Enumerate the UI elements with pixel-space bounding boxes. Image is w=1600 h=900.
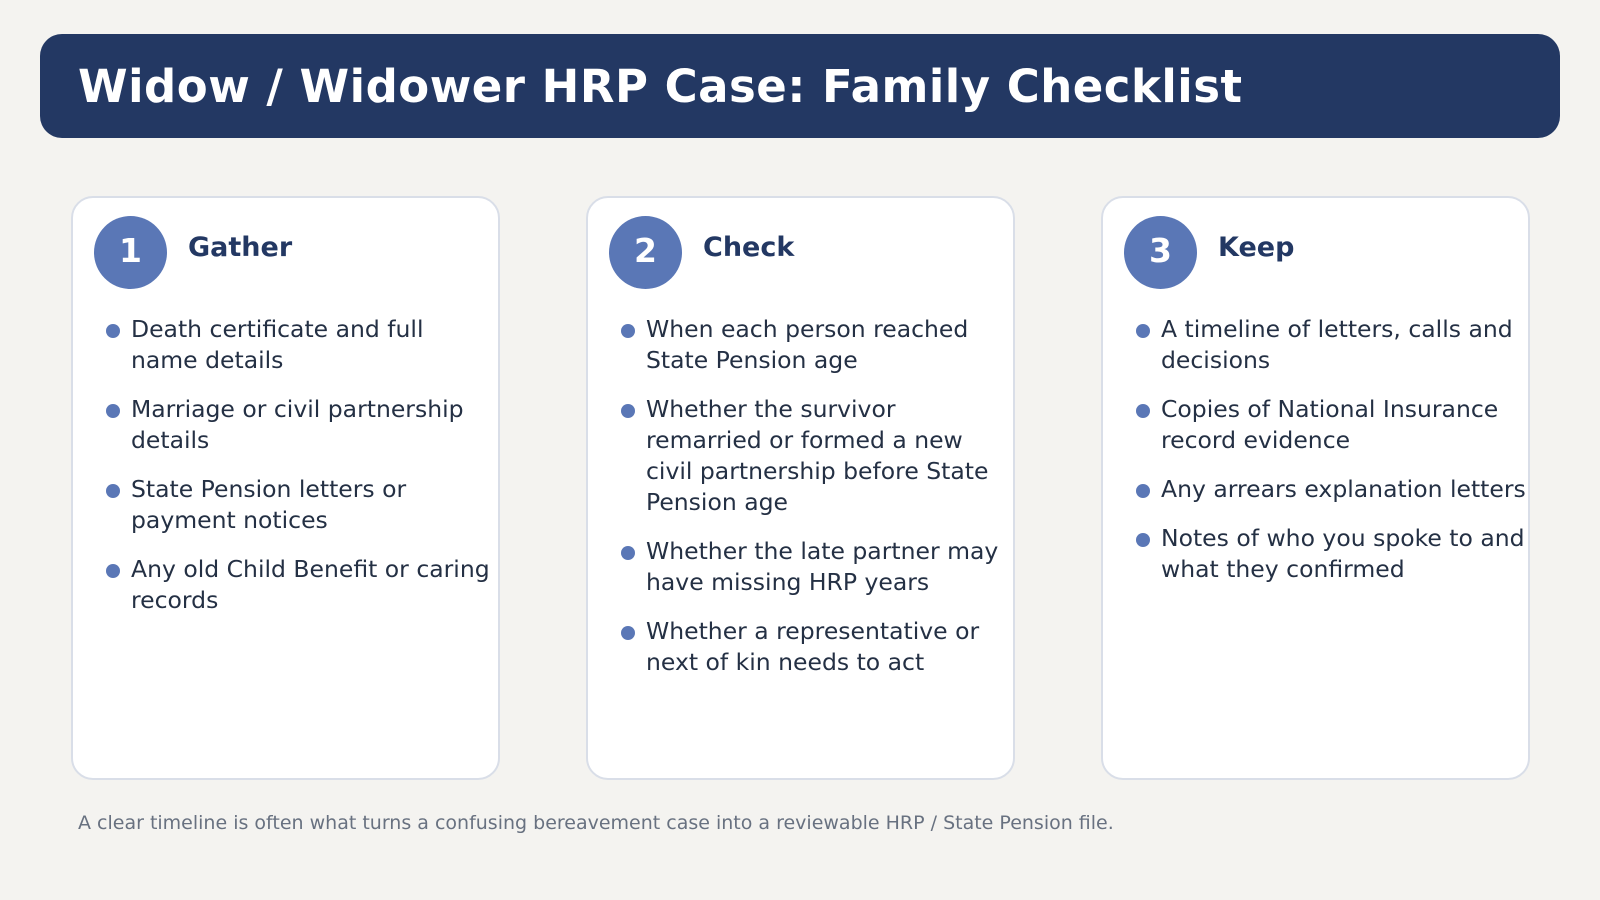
checklist-item-text: Marriage or civil partnership details — [131, 395, 464, 454]
checklist-item — [1136, 523, 1526, 585]
checklist-item-text: State Pension letters or payment notices — [131, 475, 407, 534]
checklist — [1136, 314, 1526, 603]
checklist-item — [106, 474, 496, 536]
checklist-item-text: Whether the late partner may have missing HRP years — [646, 537, 999, 596]
bullet-icon — [106, 404, 120, 418]
checklist — [106, 314, 496, 634]
bullet-icon — [621, 404, 635, 418]
bullet-icon — [106, 564, 120, 578]
footer-note: A clear timeline is often what turns a confusing bereavement case into a reviewable HRP / State Pension file. — [78, 812, 1114, 834]
bullet-icon — [106, 324, 120, 338]
checklist-item — [621, 616, 1011, 678]
checklist-item — [1136, 314, 1526, 376]
card-title: Keep — [1218, 232, 1295, 263]
checklist — [621, 314, 1011, 696]
step-number-badge: 1 — [94, 216, 167, 289]
checklist-item-text: When each person reached State Pension age — [646, 315, 969, 374]
bullet-icon — [621, 546, 635, 560]
bullet-icon — [621, 324, 635, 338]
title-banner — [40, 34, 1560, 138]
bullet-icon — [1136, 533, 1150, 547]
checklist-item — [106, 554, 496, 616]
checklist-item-text: Any old Child Benefit or caring records — [131, 555, 490, 614]
checklist-item-text: Notes of who you spoke to and what they confirmed — [1161, 524, 1525, 583]
card-check — [586, 196, 1015, 780]
checklist-item — [106, 314, 496, 376]
card-title: Gather — [188, 232, 293, 263]
card-gather — [71, 196, 500, 780]
checklist-item — [1136, 474, 1526, 505]
checklist-item — [106, 394, 496, 456]
page-title: Widow / Widower HRP Case: Family Checklist — [78, 59, 1243, 113]
step-number-badge: 3 — [1124, 216, 1197, 289]
checklist-item-text: Whether a representative or next of kin needs to act — [646, 617, 980, 676]
bullet-icon — [106, 484, 120, 498]
checklist-item-text: A timeline of letters, calls and decisions — [1161, 315, 1513, 374]
checklist-item-text: Whether the survivor remarried or formed a new civil partnership before State Pension age — [646, 395, 989, 516]
checklist-item-text: Any arrears explanation letters — [1161, 475, 1526, 503]
bullet-icon — [1136, 404, 1150, 418]
checklist-item — [621, 314, 1011, 376]
card-keep — [1101, 196, 1530, 780]
step-number-badge: 2 — [609, 216, 682, 289]
bullet-icon — [621, 626, 635, 640]
bullet-icon — [1136, 484, 1150, 498]
checklist-item-text: Death certificate and full name details — [131, 315, 424, 374]
card-title: Check — [703, 232, 795, 263]
bullet-icon — [1136, 324, 1150, 338]
checklist-item-text: Copies of National Insurance record evidence — [1161, 395, 1499, 454]
checklist-item — [621, 394, 1011, 518]
checklist-item — [1136, 394, 1526, 456]
checklist-item — [621, 536, 1011, 598]
